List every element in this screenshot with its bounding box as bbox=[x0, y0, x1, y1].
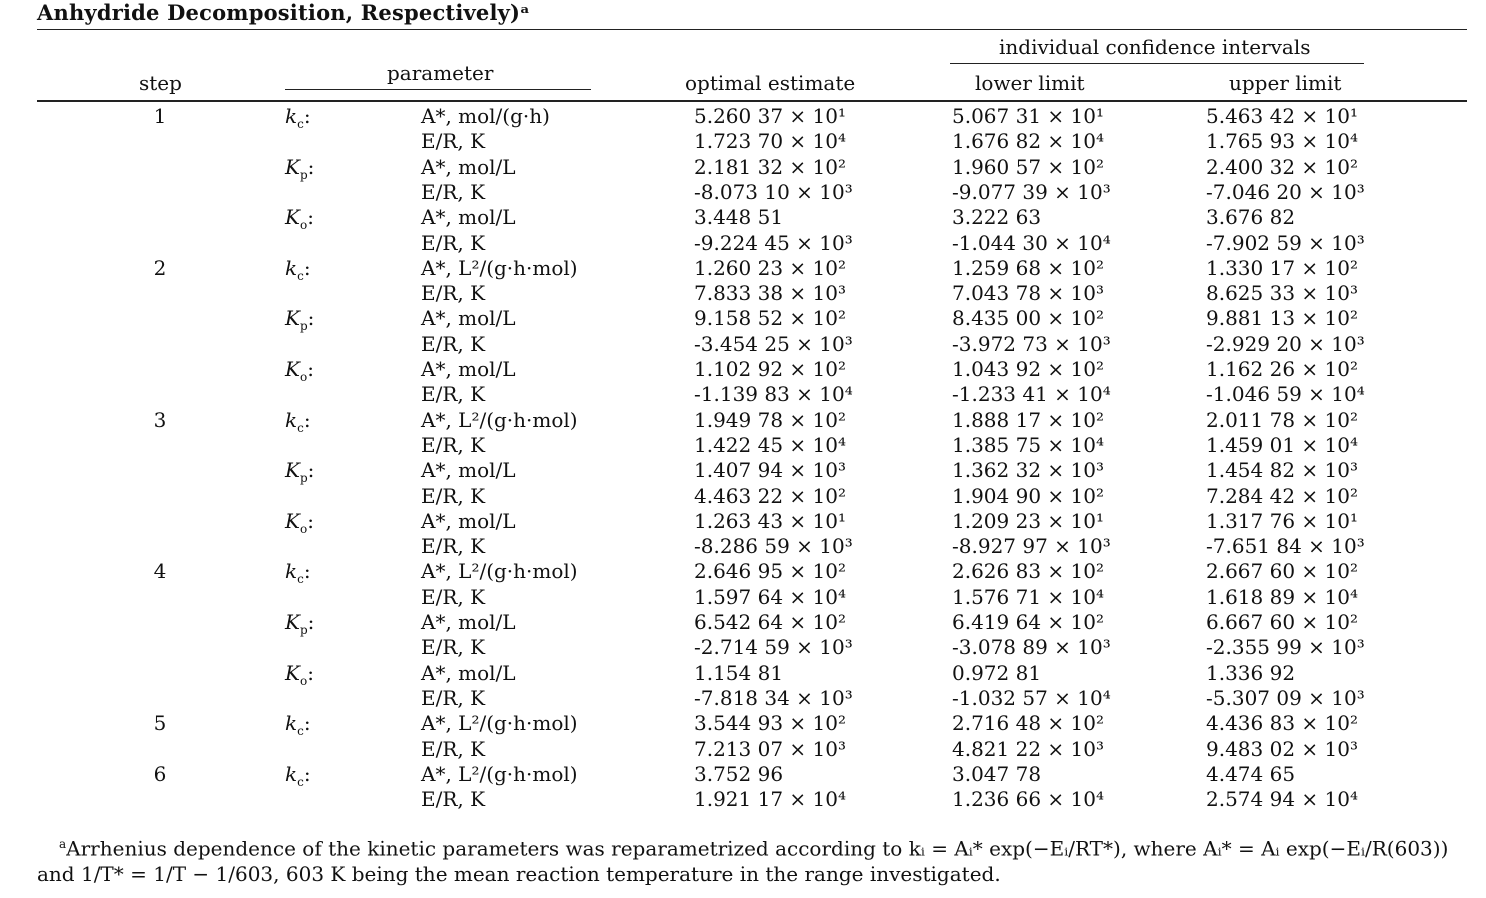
upper-limit-cell: 6.667 60 × 10² bbox=[1206, 610, 1359, 634]
symbol-cell: $k_c$: bbox=[285, 255, 311, 283]
header-lower-limit: lower limit bbox=[975, 71, 1085, 95]
parameter-cell: E/R, K bbox=[421, 635, 486, 660]
parameter-cell: A*, mol/L bbox=[421, 306, 516, 331]
table-row bbox=[0, 129, 1486, 154]
table-row bbox=[0, 205, 1486, 233]
lower-limit-cell: -3.078 89 × 10³ bbox=[952, 635, 1111, 660]
step-cell: 3 bbox=[153, 407, 167, 432]
lower-limit-cell: 3.222 63 bbox=[952, 205, 1042, 230]
lower-limit-cell: -8.927 97 × 10³ bbox=[952, 534, 1111, 559]
lower-limit-cell: 2.626 83 × 10² bbox=[952, 559, 1105, 584]
table-footnote bbox=[37, 832, 1477, 887]
optimal-estimate-cell: 5.260 37 × 10¹ bbox=[694, 104, 847, 128]
parameter-cell: E/R, K bbox=[421, 534, 486, 559]
table-row bbox=[0, 433, 1486, 458]
symbol-letter: K bbox=[285, 205, 300, 230]
symbol-subscript: p bbox=[299, 471, 308, 486]
step-cell: 4 bbox=[153, 559, 167, 584]
header-parameter: parameter bbox=[387, 61, 494, 85]
parameter-cell: E/R, K bbox=[421, 230, 486, 255]
upper-limit-cell: 1.330 17 × 10² bbox=[1206, 255, 1359, 280]
upper-limit-cell: -5.307 09 × 10³ bbox=[1206, 685, 1365, 710]
symbol-cell: $K_o$: bbox=[285, 357, 314, 384]
lower-limit-cell: 4.821 22 × 10³ bbox=[952, 736, 1105, 761]
lower-limit-cell: 1.043 92 × 10² bbox=[952, 357, 1105, 381]
table-row bbox=[0, 610, 1486, 635]
optimal-estimate-cell: 1.949 78 × 10² bbox=[694, 407, 847, 432]
lower-limit-cell: -9.077 39 × 10³ bbox=[952, 179, 1111, 204]
optimal-estimate-cell: 1.422 45 × 10⁴ bbox=[694, 432, 847, 457]
symbol-letter: K bbox=[285, 306, 300, 331]
parameter-cell: E/R, K bbox=[421, 129, 486, 154]
optimal-estimate-cell: 1.597 64 × 10⁴ bbox=[694, 584, 847, 609]
symbol-subscript: c bbox=[297, 572, 304, 587]
symbol-subscript: c bbox=[297, 774, 304, 789]
upper-limit-cell: -7.651 84 × 10³ bbox=[1206, 534, 1365, 559]
symbol-letter: K bbox=[285, 610, 300, 634]
lower-limit-cell: 0.972 81 bbox=[952, 660, 1042, 685]
symbol-letter: k bbox=[285, 559, 298, 584]
optimal-estimate-cell: 3.544 93 × 10² bbox=[694, 711, 847, 736]
optimal-estimate-cell: -7.818 34 × 10³ bbox=[694, 685, 853, 710]
symbol-letter: K bbox=[285, 154, 300, 179]
symbol-subscript: c bbox=[297, 724, 304, 739]
upper-limit-cell: 1.336 92 bbox=[1206, 660, 1296, 685]
symbol-cell: $K_p$: bbox=[285, 154, 315, 182]
symbol-subscript: p bbox=[299, 319, 308, 334]
table-row bbox=[0, 382, 1486, 407]
upper-limit-cell: 4.436 83 × 10² bbox=[1206, 711, 1359, 736]
lower-limit-cell: -1.044 30 × 10⁴ bbox=[952, 230, 1111, 255]
symbol-subscript: o bbox=[299, 521, 308, 536]
table-row bbox=[0, 180, 1486, 205]
lower-limit-cell: 1.904 90 × 10² bbox=[952, 483, 1105, 508]
upper-limit-cell: 4.474 65 bbox=[1206, 761, 1296, 786]
parameter-cell: A*, mol/L bbox=[421, 357, 516, 381]
parameter-cell: A*, mol/L bbox=[421, 154, 516, 179]
symbol-cell: $K_p$: bbox=[285, 306, 315, 334]
optimal-estimate-cell: 4.463 22 × 10² bbox=[694, 483, 847, 508]
table-row bbox=[0, 231, 1486, 256]
header-optimal-estimate: optimal estimate bbox=[685, 71, 856, 95]
confidence-intervals-underline bbox=[950, 63, 1364, 64]
upper-limit-cell: 1.162 26 × 10² bbox=[1206, 357, 1359, 381]
header-upper-limit: upper limit bbox=[1229, 71, 1342, 95]
upper-limit-cell: 2.667 60 × 10² bbox=[1206, 559, 1359, 584]
symbol-subscript: o bbox=[299, 673, 308, 688]
upper-limit-cell: -7.046 20 × 10³ bbox=[1206, 179, 1365, 204]
upper-limit-cell: 9.483 02 × 10³ bbox=[1206, 736, 1359, 761]
upper-limit-cell: 8.625 33 × 10³ bbox=[1206, 281, 1359, 306]
upper-limit-cell: 9.881 13 × 10² bbox=[1206, 306, 1359, 331]
optimal-estimate-cell: 2.646 95 × 10² bbox=[694, 559, 847, 584]
step-cell: 1 bbox=[153, 104, 167, 128]
symbol-cell: $K_o$: bbox=[285, 660, 314, 688]
lower-limit-cell: 2.716 48 × 10² bbox=[952, 711, 1105, 736]
upper-limit-cell: 1.454 82 × 10³ bbox=[1206, 458, 1359, 483]
parameter-cell: A*, L²/(g·h·mol) bbox=[421, 711, 578, 736]
parameter-cell: E/R, K bbox=[421, 584, 486, 609]
symbol-subscript: c bbox=[297, 268, 304, 283]
table-row bbox=[0, 332, 1486, 357]
table-row bbox=[0, 635, 1486, 660]
table-row bbox=[0, 509, 1486, 534]
table-row bbox=[0, 711, 1486, 739]
optimal-estimate-cell: 7.833 38 × 10³ bbox=[694, 281, 847, 306]
parameter-cell: E/R, K bbox=[421, 382, 486, 407]
parameter-cell: A*, mol/L bbox=[421, 458, 516, 483]
upper-limit-cell: 5.463 42 × 10¹ bbox=[1206, 104, 1359, 128]
symbol-letter: k bbox=[285, 255, 298, 280]
step-cell: 5 bbox=[153, 711, 167, 736]
optimal-estimate-cell: -9.224 45 × 10³ bbox=[694, 230, 853, 255]
lower-limit-cell: 1.385 75 × 10⁴ bbox=[952, 432, 1105, 457]
table-row bbox=[0, 104, 1486, 129]
upper-limit-cell: 1.618 89 × 10⁴ bbox=[1206, 584, 1359, 609]
optimal-estimate-cell: 1.102 92 × 10² bbox=[694, 357, 847, 381]
parameter-cell: E/R, K bbox=[421, 432, 486, 457]
optimal-estimate-cell: 7.213 07 × 10³ bbox=[694, 736, 847, 761]
parameter-cell: A*, mol/L bbox=[421, 205, 516, 230]
optimal-estimate-cell: 2.181 32 × 10² bbox=[694, 154, 847, 179]
table-row bbox=[0, 762, 1486, 787]
symbol-subscript: c bbox=[297, 420, 304, 435]
symbol-letter: k bbox=[285, 407, 298, 432]
table-row bbox=[0, 737, 1486, 762]
optimal-estimate-cell: -8.286 59 × 10³ bbox=[694, 534, 853, 559]
parameter-cell: A*, L²/(g·h·mol) bbox=[421, 559, 578, 584]
symbol-cell: $K_o$: bbox=[285, 205, 314, 233]
table-row bbox=[0, 686, 1486, 711]
table-row bbox=[0, 458, 1486, 486]
upper-limit-cell: -2.355 99 × 10³ bbox=[1206, 635, 1365, 660]
symbol-subscript: c bbox=[297, 117, 304, 131]
lower-limit-cell: 5.067 31 × 10¹ bbox=[952, 104, 1105, 128]
parameter-cell: E/R, K bbox=[421, 483, 486, 508]
optimal-estimate-cell: 1.154 81 bbox=[694, 660, 784, 685]
symbol-cell: $k_c$: bbox=[285, 407, 311, 435]
upper-limit-cell: -2.929 20 × 10³ bbox=[1206, 331, 1365, 356]
symbol-letter: K bbox=[285, 660, 300, 685]
symbol-letter: K bbox=[285, 508, 300, 533]
upper-limit-cell: 2.574 94 × 10⁴ bbox=[1206, 787, 1359, 812]
parameter-cell: A*, mol/L bbox=[421, 508, 516, 533]
lower-limit-cell: -3.972 73 × 10³ bbox=[952, 331, 1111, 356]
upper-limit-cell: 1.317 76 × 10¹ bbox=[1206, 508, 1359, 533]
table-row bbox=[0, 484, 1486, 509]
lower-limit-cell: 1.576 71 × 10⁴ bbox=[952, 584, 1105, 609]
lower-limit-cell: 1.362 32 × 10³ bbox=[952, 458, 1105, 483]
upper-limit-cell: -1.046 59 × 10⁴ bbox=[1206, 382, 1365, 407]
upper-limit-cell: 7.284 42 × 10² bbox=[1206, 483, 1359, 508]
optimal-estimate-cell: 1.260 23 × 10² bbox=[694, 255, 847, 280]
parameter-cell: A*, L²/(g·h·mol) bbox=[421, 407, 578, 432]
table-row bbox=[0, 559, 1486, 587]
lower-limit-cell: 7.043 78 × 10³ bbox=[952, 281, 1105, 306]
lower-limit-cell: 1.259 68 × 10² bbox=[952, 255, 1105, 280]
symbol-subscript: p bbox=[299, 167, 308, 182]
lower-limit-cell: 1.676 82 × 10⁴ bbox=[952, 129, 1105, 154]
optimal-estimate-cell: -8.073 10 × 10³ bbox=[694, 179, 853, 204]
parameter-cell: A*, L²/(g·h·mol) bbox=[421, 761, 578, 786]
symbol-letter: K bbox=[285, 357, 300, 381]
table-row bbox=[0, 787, 1486, 812]
upper-limit-cell: 1.459 01 × 10⁴ bbox=[1206, 432, 1359, 457]
symbol-cell: $k_c$: bbox=[285, 104, 311, 131]
header-bottom-rule bbox=[37, 100, 1467, 102]
header-step: step bbox=[139, 71, 182, 95]
parameter-cell: A*, L²/(g·h·mol) bbox=[421, 255, 578, 280]
symbol-letter: k bbox=[285, 104, 298, 128]
footnote-text: Arrhenius dependence of the kinetic parameters was reparametrized according to kᵢ = Aᵢ* exp(−Eᵢ/RT*), where Aᵢ* = Aᵢ exp(−Eᵢ/R(603)) and 1/T* = 1/T − 1/603, 603 K being the mean reaction temperature in the range investigated. bbox=[37, 836, 1449, 886]
symbol-cell: $k_c$: bbox=[285, 761, 311, 789]
optimal-estimate-cell: 1.723 70 × 10⁴ bbox=[694, 129, 847, 154]
optimal-estimate-cell: 6.542 64 × 10² bbox=[694, 610, 847, 634]
lower-limit-cell: -1.233 41 × 10⁴ bbox=[952, 382, 1111, 407]
step-cell: 2 bbox=[153, 255, 167, 280]
parameter-cell: E/R, K bbox=[421, 736, 486, 761]
table-row bbox=[0, 357, 1486, 382]
optimal-estimate-cell: -1.139 83 × 10⁴ bbox=[694, 382, 853, 407]
symbol-letter: K bbox=[285, 458, 300, 483]
symbol-cell: $k_c$: bbox=[285, 559, 311, 587]
lower-limit-cell: 1.209 23 × 10¹ bbox=[952, 508, 1105, 533]
table-row bbox=[0, 281, 1486, 306]
upper-limit-cell: 3.676 82 bbox=[1206, 205, 1296, 230]
parameter-cell: E/R, K bbox=[421, 281, 486, 306]
table-row bbox=[0, 155, 1486, 180]
table-row bbox=[0, 534, 1486, 559]
upper-limit-cell: -7.902 59 × 10³ bbox=[1206, 230, 1365, 255]
footnote-mark: a bbox=[59, 837, 67, 851]
lower-limit-cell: 1.960 57 × 10² bbox=[952, 154, 1105, 179]
optimal-estimate-cell: 3.448 51 bbox=[694, 205, 784, 230]
table-body bbox=[0, 104, 1486, 816]
symbol-letter: k bbox=[285, 711, 298, 736]
lower-limit-cell: -1.032 57 × 10⁴ bbox=[952, 685, 1111, 710]
lower-limit-cell: 1.236 66 × 10⁴ bbox=[952, 787, 1105, 812]
top-rule bbox=[37, 29, 1467, 30]
table-row bbox=[0, 585, 1486, 610]
optimal-estimate-cell: -3.454 25 × 10³ bbox=[694, 331, 853, 356]
header-confidence-intervals: individual confidence intervals bbox=[999, 35, 1311, 59]
parameter-cell: A*, mol/L bbox=[421, 610, 516, 634]
symbol-subscript: o bbox=[299, 218, 308, 233]
symbol-cell: $k_c$: bbox=[285, 711, 311, 739]
table-row bbox=[0, 661, 1486, 686]
lower-limit-cell: 8.435 00 × 10² bbox=[952, 306, 1105, 331]
lower-limit-cell: 3.047 78 bbox=[952, 761, 1042, 786]
optimal-estimate-cell: -2.714 59 × 10³ bbox=[694, 635, 853, 660]
optimal-estimate-cell: 1.263 43 × 10¹ bbox=[694, 508, 847, 533]
step-cell: 6 bbox=[153, 761, 167, 786]
lower-limit-cell: 6.419 64 × 10² bbox=[952, 610, 1105, 634]
optimal-estimate-cell: 3.752 96 bbox=[694, 761, 784, 786]
parameter-cell: A*, mol/L bbox=[421, 660, 516, 685]
table-row bbox=[0, 256, 1486, 281]
lower-limit-cell: 1.888 17 × 10² bbox=[952, 407, 1105, 432]
parameter-cell: E/R, K bbox=[421, 787, 486, 812]
upper-limit-cell: 1.765 93 × 10⁴ bbox=[1206, 129, 1359, 154]
symbol-subscript: p bbox=[299, 623, 308, 637]
optimal-estimate-cell: 1.407 94 × 10³ bbox=[694, 458, 847, 483]
upper-limit-cell: 2.011 78 × 10² bbox=[1206, 407, 1359, 432]
upper-limit-cell: 2.400 32 × 10² bbox=[1206, 154, 1359, 179]
parameter-cell: A*, mol/(g·h) bbox=[421, 104, 550, 128]
symbol-cell: $K_p$: bbox=[285, 610, 315, 637]
table-row bbox=[0, 306, 1486, 334]
parameter-underline bbox=[285, 89, 591, 90]
symbol-cell: $K_p$: bbox=[285, 458, 315, 486]
table-row bbox=[0, 408, 1486, 433]
symbol-cell: $K_o$: bbox=[285, 508, 314, 536]
symbol-letter: k bbox=[285, 761, 298, 786]
parameter-cell: E/R, K bbox=[421, 331, 486, 356]
table-caption: Anhydride Decomposition, Respectively)ᵃ bbox=[37, 0, 531, 25]
optimal-estimate-cell: 9.158 52 × 10² bbox=[694, 306, 847, 331]
optimal-estimate-cell: 1.921 17 × 10⁴ bbox=[694, 787, 847, 812]
parameter-cell: E/R, K bbox=[421, 179, 486, 204]
symbol-subscript: o bbox=[299, 370, 308, 384]
parameter-cell: E/R, K bbox=[421, 685, 486, 710]
